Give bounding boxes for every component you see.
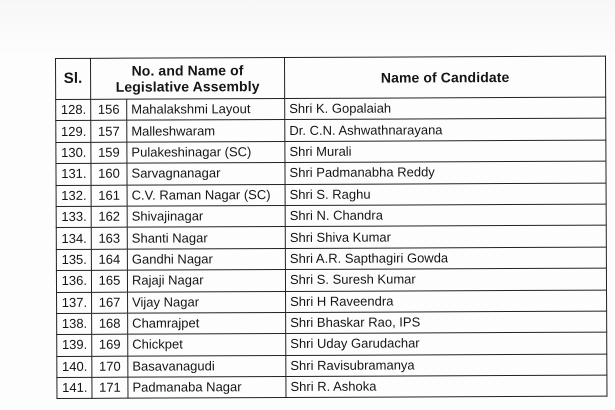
cell-sl: 140. (57, 356, 92, 378)
cell-candidate: Shri S. Raghu (285, 183, 606, 206)
cell-assembly-no: 162 (91, 206, 127, 228)
cell-assembly-name: Padmanaba Nagar (128, 377, 286, 399)
cell-sl: 130. (56, 142, 91, 164)
header-assembly (91, 57, 285, 99)
header-sl: Sl. (56, 58, 91, 99)
table-row (57, 354, 607, 378)
cell-candidate: Shri Murali (285, 140, 606, 163)
cell-assembly-no: 157 (91, 121, 127, 143)
header-assembly-line2: Legislative Assembly (115, 78, 260, 95)
cell-assembly-no: 164 (91, 249, 127, 271)
cell-assembly-no: 165 (91, 270, 127, 292)
cell-assembly-name: Gandhi Nagar (127, 248, 285, 270)
table-row (56, 118, 606, 142)
cell-assembly-no: 159 (91, 142, 127, 164)
page-margin (0, 0, 615, 56)
table-row (56, 161, 606, 185)
cell-sl: 133. (56, 206, 91, 228)
cell-assembly-no: 170 (92, 356, 128, 378)
cell-assembly-no: 163 (91, 228, 127, 250)
table-row (57, 332, 607, 356)
cell-assembly-name: Vijay Nagar (128, 291, 286, 313)
table-row (56, 97, 606, 121)
cell-candidate: Shri Uday Garudachar (286, 332, 607, 355)
table-row (56, 183, 606, 207)
cell-sl: 129. (56, 121, 91, 143)
cell-assembly-no: 168 (92, 313, 128, 335)
table-row (57, 375, 607, 399)
cell-assembly-no: 169 (92, 334, 128, 356)
cell-assembly-name: Pulakeshinagar (SC) (127, 141, 285, 163)
cell-candidate: Dr. C.N. Ashwathnarayana (285, 118, 606, 141)
cell-sl: 128. (56, 99, 91, 121)
header-candidate: Name of Candidate (285, 56, 606, 98)
cell-assembly-name: Shivajinagar (127, 205, 285, 227)
table-row (57, 290, 607, 314)
cell-assembly-name: Rajaji Nagar (127, 270, 285, 292)
cell-candidate: Shri A.R. Sapthagiri Gowda (285, 247, 606, 270)
cell-candidate: Shri Shiva Kumar (285, 225, 606, 248)
cell-sl: 136. (56, 270, 91, 292)
header-assembly-line1: No. and Name of (131, 62, 244, 79)
cell-assembly-name: Malleshwaram (127, 120, 285, 142)
cell-sl: 137. (57, 292, 92, 314)
cell-sl: 138. (57, 313, 92, 335)
cell-assembly-name: Basavanagudi (128, 355, 286, 377)
cell-candidate: Shri R. Ashoka (286, 375, 607, 398)
table-row (56, 204, 606, 228)
cell-assembly-no: 171 (92, 377, 128, 399)
cell-candidate: Shri S. Suresh Kumar (285, 268, 606, 291)
table-row (56, 140, 606, 164)
cell-assembly-no: 161 (91, 185, 127, 207)
cell-sl: 139. (57, 335, 92, 357)
cell-sl: 135. (56, 249, 91, 271)
cell-candidate: Shri K. Gopalaiah (285, 97, 606, 120)
cell-candidate: Shri Ravisubramanya (286, 354, 607, 377)
cell-sl: 134. (56, 228, 91, 250)
cell-sl: 131. (56, 164, 91, 186)
table-body (56, 97, 607, 399)
cell-candidate: Shri Bhaskar Rao, IPS (286, 311, 607, 334)
cell-assembly-name: Sarvagnanagar (127, 163, 285, 185)
cell-assembly-name: C.V. Raman Nagar (SC) (127, 184, 285, 206)
cell-sl: 141. (57, 377, 92, 399)
cell-sl: 132. (56, 185, 91, 207)
cell-assembly-name: Shanti Nagar (127, 227, 285, 249)
cell-assembly-name: Chamrajpet (128, 312, 286, 334)
cell-assembly-no: 167 (92, 292, 128, 314)
cell-candidate: Shri Padmanabha Reddy (285, 161, 606, 184)
cell-assembly-no: 156 (91, 99, 127, 121)
cell-assembly-name: Chickpet (128, 334, 286, 356)
table-header-row (56, 56, 606, 99)
table-row (56, 247, 606, 271)
cell-candidate: Shri H Raveendra (286, 290, 607, 313)
candidate-table (55, 56, 608, 400)
cell-assembly-no: 160 (91, 163, 127, 185)
table-row (57, 311, 607, 335)
table-row (56, 225, 606, 249)
cell-assembly-name: Mahalakshmi Layout (127, 98, 285, 120)
table-row (56, 268, 606, 292)
cell-candidate: Shri N. Chandra (285, 204, 606, 227)
